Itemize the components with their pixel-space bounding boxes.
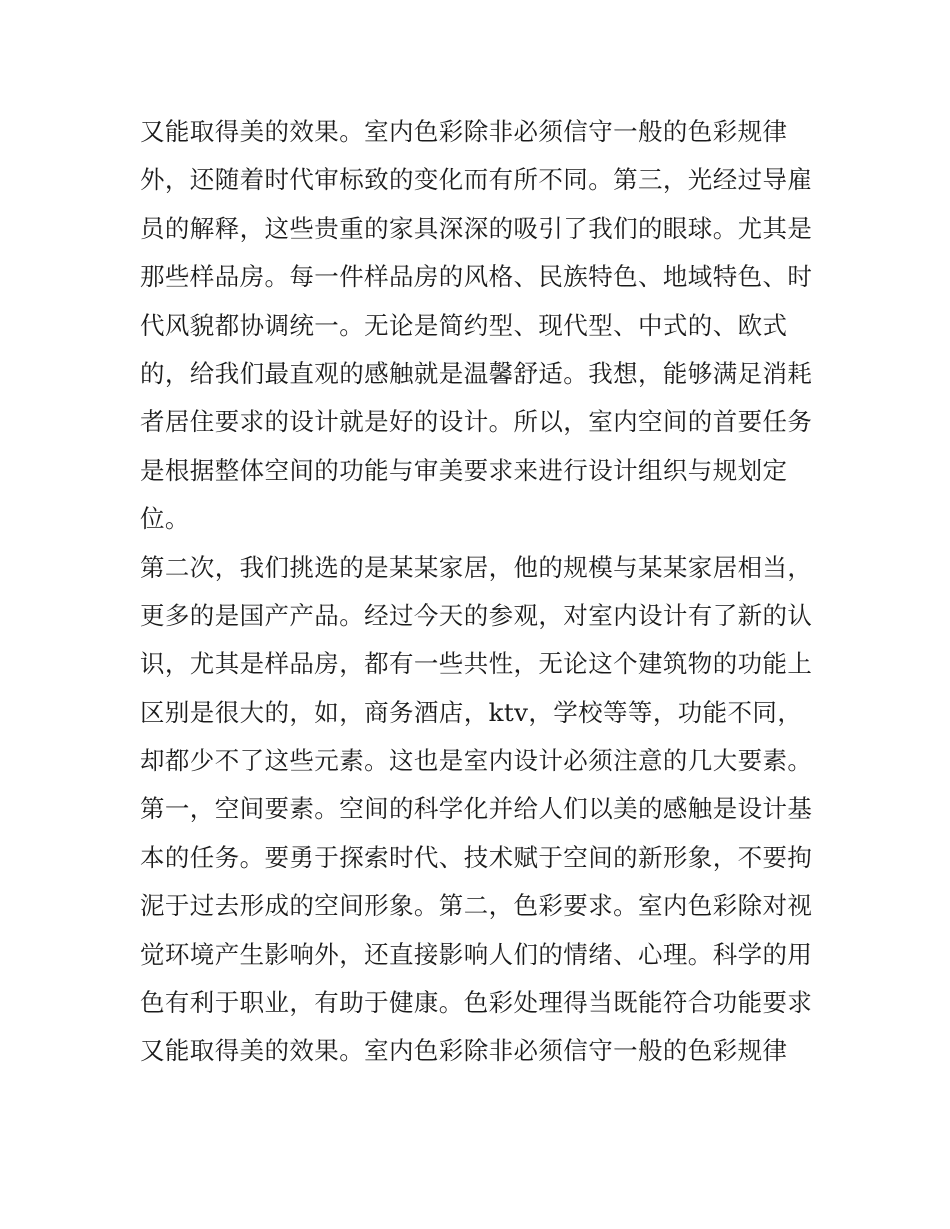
text-line: 识，尤其是样品房，都有一些共性，无论这个建筑物的功能上 [140, 649, 813, 679]
body-text [140, 108, 830, 1076]
text-line: 觉环境产生影响外，还直接影响人们的情绪、心理。科学的用 [140, 939, 813, 969]
text-line: 色有利于职业，有助于健康。色彩处理得当既能符合功能要求 [140, 988, 813, 1018]
text-line: 员的解释，这些贵重的家具深深的吸引了我们的眼球。尤其是 [140, 213, 813, 243]
text-line: 更多的是国产产品。经过今天的参观，对室内设计有了新的认 [140, 600, 813, 630]
text-line: 者居住要求的设计就是好的设计。所以，室内空间的首要任务 [140, 407, 813, 437]
text-line: 位。 [140, 504, 190, 534]
text-line: 又能取得美的效果。室内色彩除非必须信守一般的色彩规律 [140, 117, 788, 146]
text-line: 外，还随着时代审标致的变化而有所不同。第三，光经过导雇 [140, 165, 813, 195]
text-line: 的，给我们最直观的感触就是温馨舒适。我想，能够满足消耗 [140, 358, 813, 388]
text-line: 却都少不了这些元素。这也是室内设计必须注意的几大要素。 [140, 746, 813, 776]
text-line: 第一，空间要素。空间的科学化并给人们以美的感触是设计基 [140, 794, 813, 824]
text-line: 是根据整体空间的功能与审美要求来进行设计组织与规划定 [140, 455, 788, 485]
text-line: 本的任务。要勇于探索时代、技术赋于空间的新形象，不要拘 [140, 842, 813, 872]
text-line: 区别是很大的，如，商务酒店，ktv，学校等等，功能不同， [140, 697, 803, 727]
text-line: 又能取得美的效果。室内色彩除非必须信守一般的色彩规律 [140, 1036, 788, 1066]
text-line: 泥于过去形成的空间形象。第二，色彩要求。室内色彩除对视 [140, 891, 813, 921]
text-line: 代风貌都协调统一。无论是简约型、现代型、中式的、欧式 [140, 310, 788, 340]
text-line: 第二次，我们挑选的是某某家居，他的规模与某某家居相当， [140, 552, 813, 582]
text-line: 那些样品房。每一件样品房的风格、民族特色、地域特色、时 [140, 262, 813, 292]
